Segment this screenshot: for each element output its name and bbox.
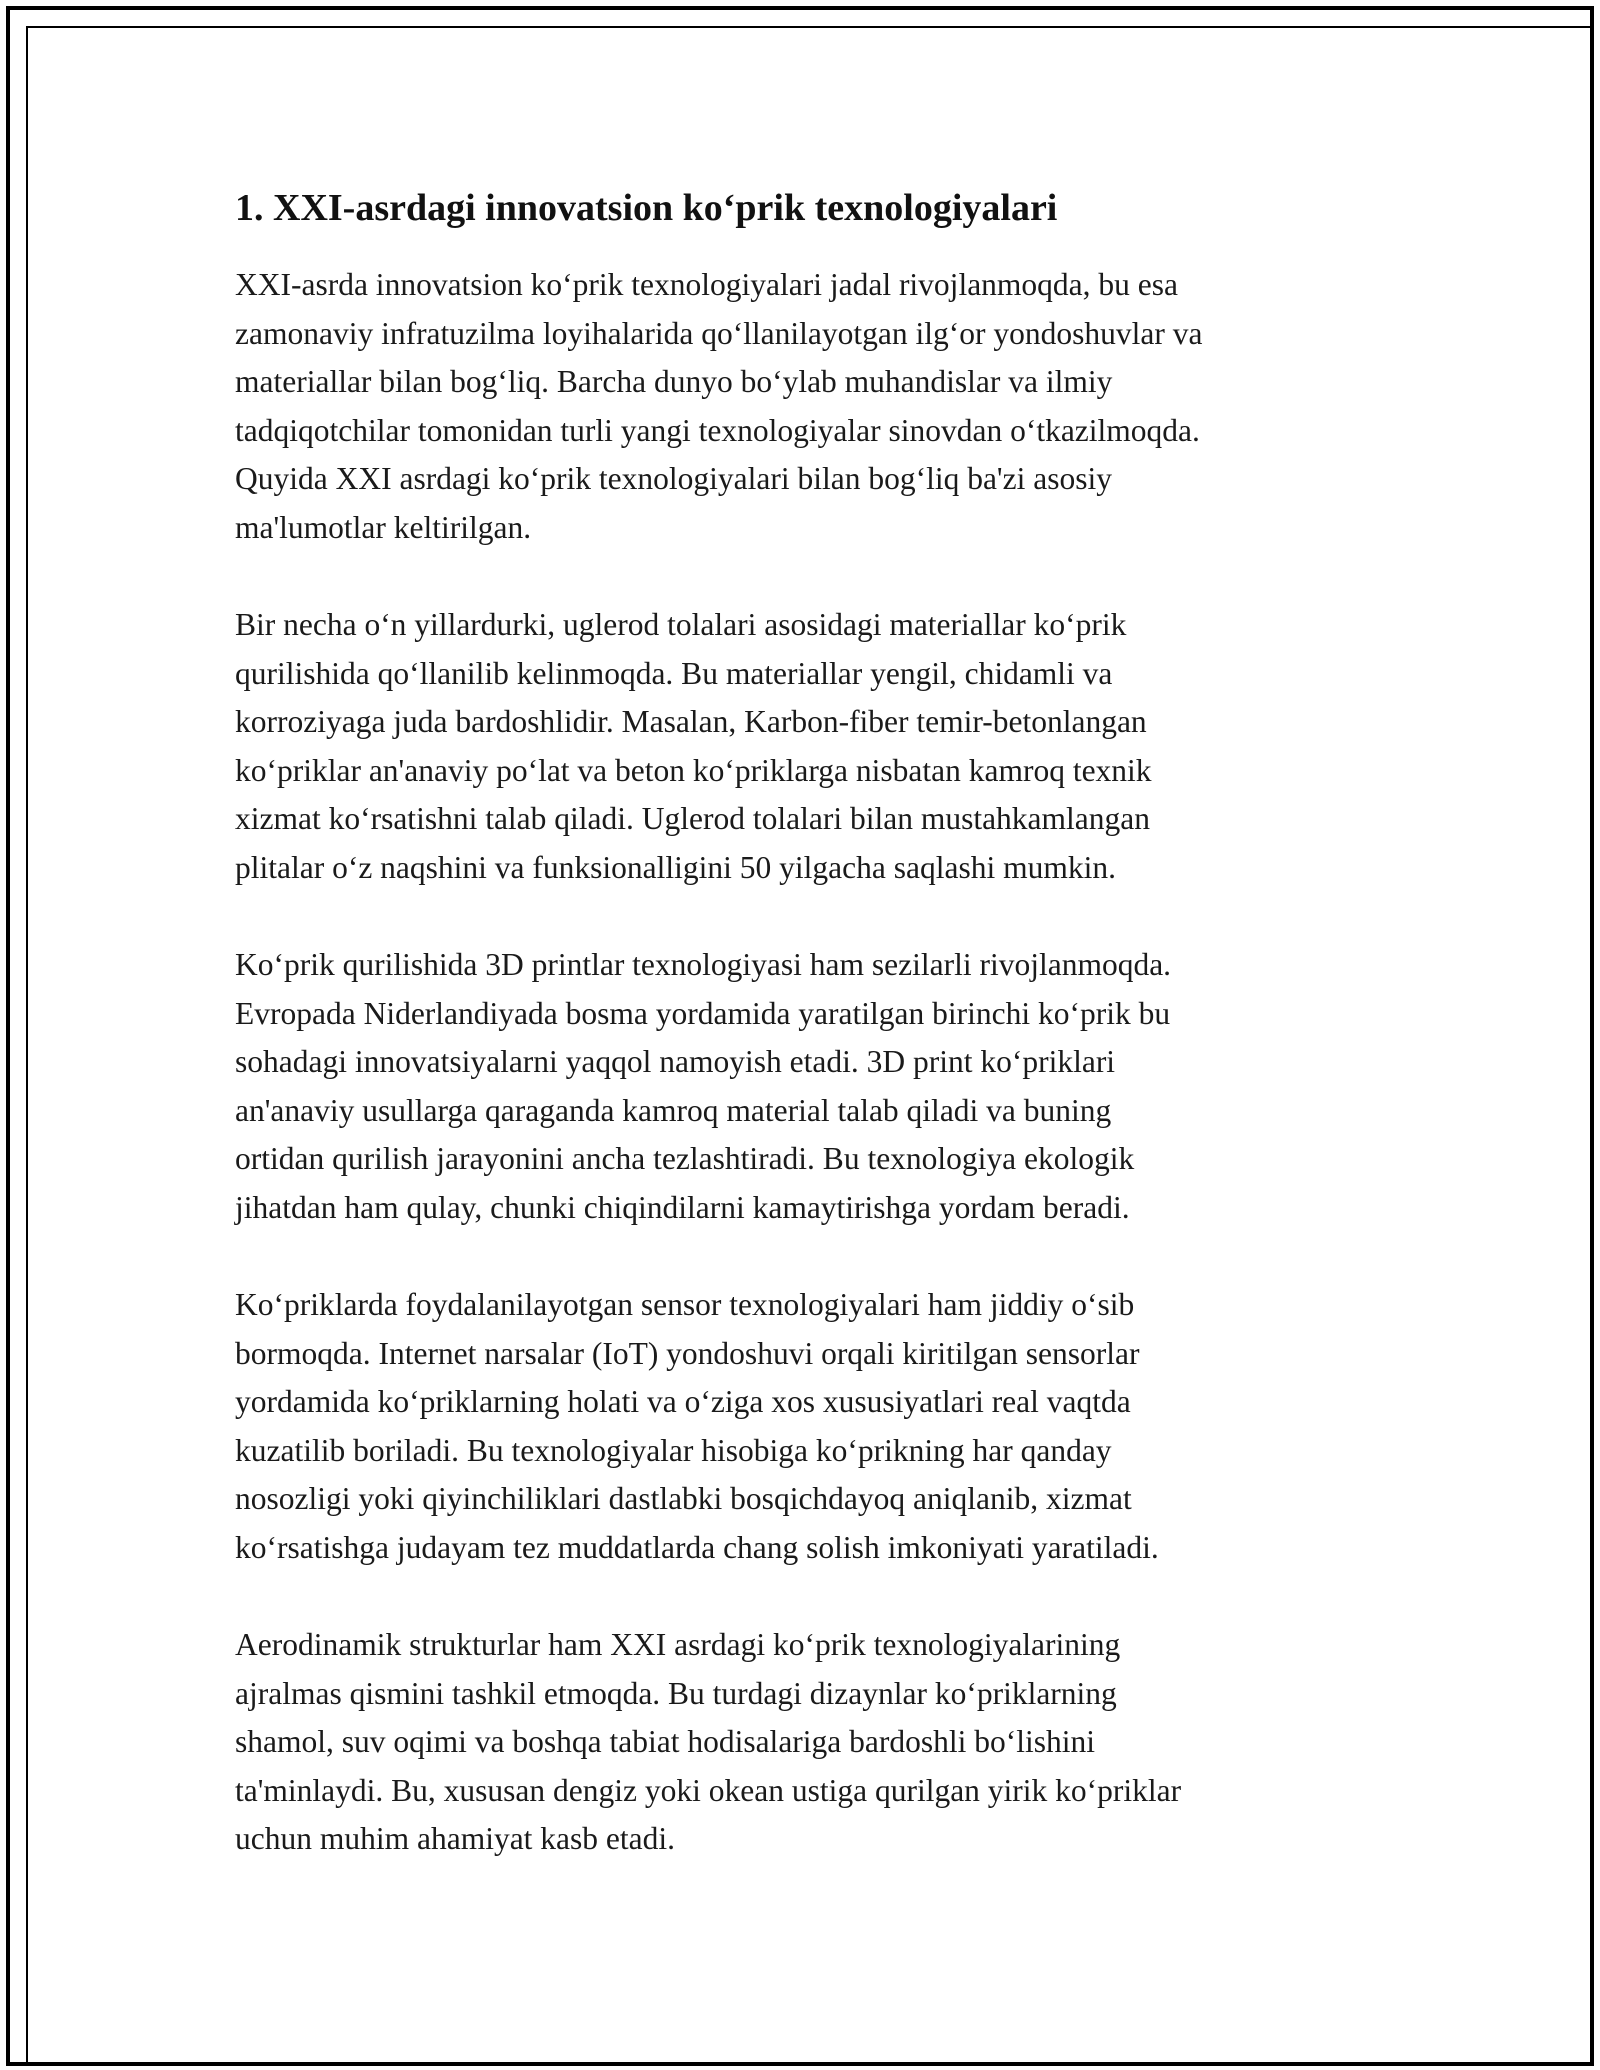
paragraph-aerodynamics: Aerodinamik strukturlar ham XXI asrdagi ko‘prik texnologiyalarining ajralmas qismini tashkil etmoqda. Bu turdagi dizaynlar ko‘priklarning shamol, suv oqimi va boshqa tabiat hodisalariga bardoshli bo‘lishini ta'minlaydi. Bu, xususan dengiz yoki okean ustiga qurilgan yirik ko‘priklar uchun muhim ahamiyat kasb etadi. — [235, 1627, 1182, 1856]
document-body — [235, 185, 1375, 1913]
paragraph-sensors: Ko‘priklarda foydalanilayotgan sensor texnologiyalari ham jiddiy o‘sib bormoqda. Internet narsalar (IoT) yondoshuvi orqali kiritilgan sensorlar yordamida ko‘priklarning holati va o‘ziga xos xususiyatlari real vaqtda kuzatilib boriladi. Bu texnologiyalar hisobiga ko‘prikning har qanday nosozligi yoki qiyinchiliklari dastlabki bosqichdayoq aniqlanib, xizmat ko‘rsatishga judayam tez muddatlarda chang solish imkoniyati yaratiladi. — [235, 1287, 1159, 1565]
paragraph-intro: XXI-asrda innovatsion ko‘prik texnologiyalari jadal rivojlanmoqda, bu esa zamonaviy infratuzilma loyihalarida qo‘llanilayotgan ilg‘or yondoshuvlar va materiallar bilan bog‘liq. Barcha dunyo bo‘ylab muhandislar va ilmiy tadqiqotchilar tomonidan turli yangi texnologiyalar sinovdan o‘tkazilmoqda. Quyida XXI asrdagi ko‘prik texnologiyalari bilan bog‘liq ba'zi asosiy ma'lumotlar keltirilgan. — [235, 267, 1203, 545]
paragraph-3d-printing: Ko‘prik qurilishida 3D printlar texnologiyasi ham sezilarli rivojlanmoqda. Evropada Niderlandiyada bosma yordamida yaratilgan birinchi ko‘prik bu sohadagi innovatsiyalarni yaqqol namoyish etadi. 3D print ko‘priklari an'anaviy usullarga qaraganda kamroq material talab qiladi va buning ortidan qurilish jarayonini ancha tezlashtiradi. Bu texnologiya ekologik jihatdan ham qulay, chunki chiqindilarni kamaytirishga yordam beradi. — [235, 947, 1172, 1225]
paragraph-carbon-fiber: Bir necha o‘n yillardurki, uglerod tolalari asosidagi materiallar ko‘prik qurilishida qo‘llanilib kelinmoqda. Bu materiallar yengil, chidamli va korroziyaga juda bardoshlidir. Masalan, Karbon-fiber temir-betonlangan ko‘priklar an'anaviy po‘lat va beton ko‘priklarga nisbatan kamroq texnik xizmat ko‘rsatishni talab qiladi. Uglerod tolalari bilan mustahkamlangan plitalar o‘z naqshini va funksionalligini 50 yilgacha saqlashi mumkin. — [235, 607, 1152, 885]
document-title: 1. XXI-asrdagi innovatsion ko‘prik texnologiyalari — [235, 187, 1058, 229]
